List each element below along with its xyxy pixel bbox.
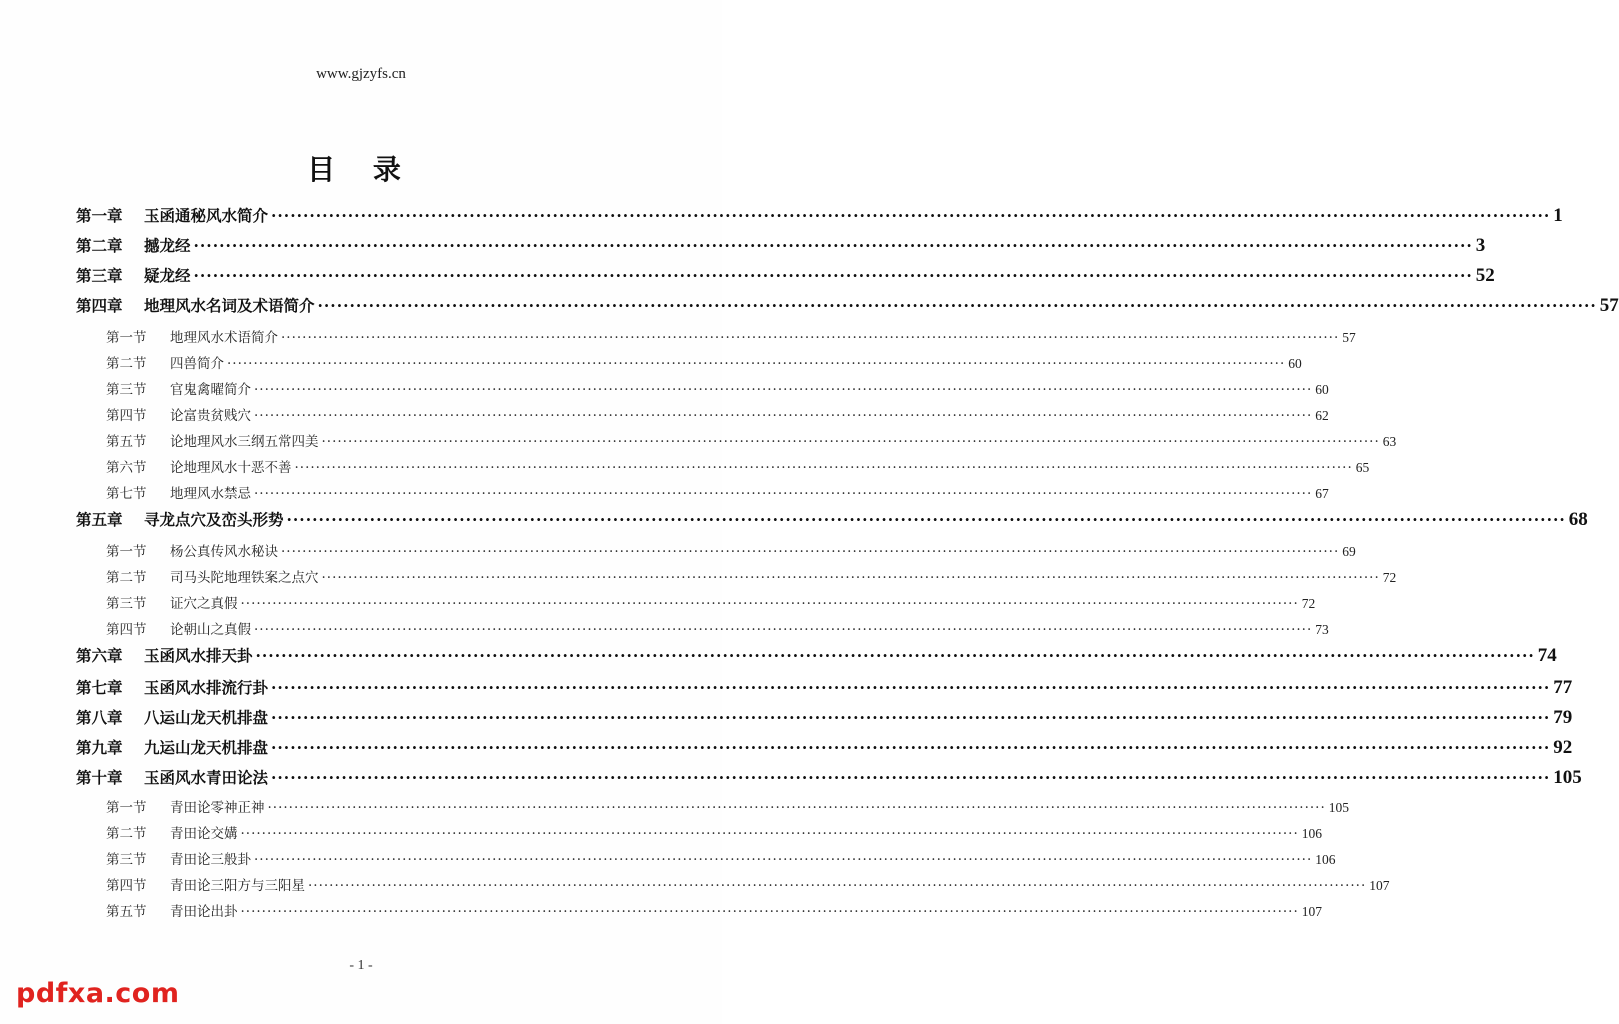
toc-chapter-row (76, 644, 1557, 667)
section-page-number: 72 (1382, 570, 1397, 585)
chapter-title: 玉函通秘风水简介 (144, 206, 269, 225)
toc-section-row (106, 378, 1329, 398)
toc-section-row (106, 874, 1390, 894)
dot-leader: ········································································································································································································ (271, 768, 1551, 787)
section-page-number: 105 (1328, 800, 1350, 815)
dot-leader: ········································································································································································································ (286, 510, 1566, 529)
chapter-title: 八运山龙天机排盘 (144, 708, 269, 727)
toc-section-row (106, 482, 1329, 502)
chapter-title: 地理风水名词及术语简介 (144, 296, 315, 315)
dot-leader: ········································································································································································································ (271, 678, 1551, 697)
section-label: 第三节 (106, 382, 147, 398)
section-title: 四兽简介 (170, 356, 224, 372)
section-label: 第六节 (106, 460, 147, 476)
section-label: 第三节 (106, 596, 147, 612)
chapter-label: 第二章 (76, 236, 123, 255)
dot-leader: ········································································································································································································ (281, 330, 1340, 346)
chapter-title: 玉函风水排流行卦 (144, 678, 269, 697)
section-label: 第二节 (106, 570, 147, 586)
section-page-number: 107 (1301, 904, 1323, 919)
section-label: 第一节 (106, 800, 147, 816)
section-page-number: 106 (1301, 826, 1323, 841)
dot-leader: ········································································································································································································ (254, 382, 1313, 398)
dot-leader: ········································································································································································································ (294, 460, 1353, 476)
section-label: 第一节 (106, 330, 147, 346)
toc-chapter-row (76, 264, 1495, 287)
dot-leader: ········································································································································································································ (271, 738, 1551, 757)
dot-leader: ········································································································································································································ (254, 622, 1313, 638)
section-page-number: 72 (1301, 596, 1316, 611)
section-title: 司马头陀地理铁案之点穴 (170, 570, 319, 586)
toc-chapter-row (76, 294, 1619, 317)
dot-leader: ········································································································································································································ (255, 646, 1535, 665)
chapter-label: 第十章 (76, 768, 123, 787)
section-label: 第四节 (106, 622, 147, 638)
section-label: 第五节 (106, 434, 147, 450)
section-title: 地理风水禁忌 (170, 486, 251, 502)
toc-chapter-row (76, 736, 1573, 759)
chapter-label: 第八章 (76, 708, 123, 727)
page-number: - 1 - (349, 958, 373, 973)
section-title: 论地理风水十恶不善 (170, 460, 292, 476)
dot-leader: ········································································································································································································ (193, 266, 1473, 285)
chapter-label: 第三章 (76, 266, 123, 285)
section-page-number: 57 (1342, 330, 1356, 345)
dot-leader: ········································································································································································································ (321, 570, 1380, 586)
toc-section-row (106, 822, 1323, 842)
section-page-number: 73 (1315, 622, 1329, 637)
chapter-title: 寻龙点穴及峦头形势 (144, 510, 284, 529)
chapter-page-number: 57 (1599, 295, 1619, 316)
section-page-number: 65 (1355, 460, 1370, 475)
section-page-number: 67 (1315, 486, 1329, 501)
section-title: 青田论零神正神 (170, 800, 265, 816)
section-title: 证穴之真假 (170, 596, 238, 612)
chapter-label: 第一章 (76, 206, 123, 225)
dot-leader: ········································································································································································································ (271, 206, 1551, 225)
dot-leader: ········································································································································································································ (254, 408, 1313, 424)
chapter-page-number: 74 (1537, 645, 1557, 666)
chapter-label: 第九章 (76, 738, 123, 757)
chapter-page-number: 52 (1475, 265, 1495, 286)
chapter-page-number: 77 (1553, 677, 1573, 698)
toc-chapter-row (76, 508, 1588, 531)
chapter-label: 第四章 (76, 296, 123, 315)
chapter-page-number: 1 (1553, 205, 1563, 226)
section-title: 青田论三阳方与三阳星 (170, 878, 305, 894)
toc-chapter-row (76, 204, 1563, 227)
chapter-label: 第五章 (76, 510, 123, 529)
dot-leader: ········································································································································································································ (227, 356, 1286, 372)
toc-section-row (106, 592, 1316, 612)
dot-leader: ········································································································································································································ (193, 236, 1473, 255)
toc-section-row (106, 352, 1302, 372)
toc-section-row (106, 326, 1356, 346)
section-title: 官鬼禽曜简介 (170, 382, 251, 398)
dot-leader: ········································································································································································································ (321, 434, 1380, 450)
toc-chapter-row (76, 234, 1486, 257)
section-title: 青田论三般卦 (170, 852, 251, 868)
chapter-page-number: 92 (1553, 737, 1573, 758)
dot-leader: ········································································································································································································ (281, 544, 1340, 560)
section-title: 论地理风水三纲五常四美 (170, 434, 319, 450)
chapter-page-number: 105 (1553, 767, 1582, 788)
section-label: 第二节 (106, 826, 147, 842)
section-title: 青田论交媾 (170, 826, 238, 842)
toc-title: 目 录 (307, 153, 415, 186)
chapter-title: 疑龙经 (144, 266, 191, 285)
toc-section-row (106, 848, 1336, 868)
section-page-number: 60 (1288, 356, 1302, 371)
site-url: www.gjzyfs.cn (316, 66, 406, 82)
section-label: 第五节 (106, 904, 147, 920)
section-label: 第四节 (106, 408, 147, 424)
toc-chapter-row (76, 706, 1573, 729)
section-label: 第一节 (106, 544, 147, 560)
section-title: 论富贵贫贱穴 (170, 408, 251, 424)
section-page-number: 62 (1315, 408, 1329, 423)
section-label: 第七节 (106, 486, 147, 502)
dot-leader: ········································································································································································································ (308, 878, 1367, 894)
toc-chapter-row (76, 766, 1582, 789)
section-title: 青田论出卦 (170, 904, 238, 920)
dot-leader: ········································································································································································································ (240, 826, 1299, 842)
dot-leader: ········································································································································································································ (317, 296, 1597, 315)
section-page-number: 107 (1369, 878, 1390, 893)
dot-leader: ········································································································································································································ (254, 852, 1313, 868)
dot-leader: ········································································································································································································ (254, 486, 1313, 502)
chapter-title: 撼龙经 (144, 236, 191, 255)
chapter-title: 玉函风水排天卦 (144, 646, 253, 665)
chapter-page-number: 79 (1553, 707, 1573, 728)
chapter-label: 第六章 (76, 646, 123, 665)
toc-section-row (106, 404, 1329, 424)
toc-section-row (106, 566, 1397, 586)
dot-leader: ········································································································································································································ (271, 708, 1551, 727)
section-label: 第三节 (106, 852, 147, 868)
section-page-number: 60 (1315, 382, 1329, 397)
section-title: 杨公真传风水秘诀 (170, 544, 278, 560)
section-title: 地理风水术语简介 (170, 330, 278, 346)
chapter-page-number: 68 (1568, 509, 1588, 530)
toc-section-row (106, 900, 1323, 920)
chapter-title: 玉函风水青田论法 (144, 768, 269, 787)
toc-section-row (106, 796, 1350, 816)
toc-section-row (106, 540, 1356, 560)
section-page-number: 106 (1315, 852, 1336, 867)
section-title: 论朝山之真假 (170, 622, 251, 638)
toc-section-row (106, 456, 1370, 476)
dot-leader: ········································································································································································································ (240, 904, 1299, 920)
toc-section-row (106, 618, 1329, 638)
chapter-label: 第七章 (76, 678, 123, 697)
dot-leader: ········································································································································································································ (240, 596, 1299, 612)
section-page-number: 69 (1342, 544, 1356, 559)
watermark-logo: pdfxa.com (16, 978, 180, 1009)
section-label: 第二节 (106, 356, 147, 372)
toc-chapter-row (76, 676, 1573, 699)
section-label: 第四节 (106, 878, 147, 894)
toc-section-row (106, 430, 1397, 450)
chapter-page-number: 3 (1475, 235, 1486, 256)
dot-leader: ········································································································································································································ (267, 800, 1326, 816)
section-page-number: 63 (1382, 434, 1397, 449)
chapter-title: 九运山龙天机排盘 (144, 738, 269, 757)
